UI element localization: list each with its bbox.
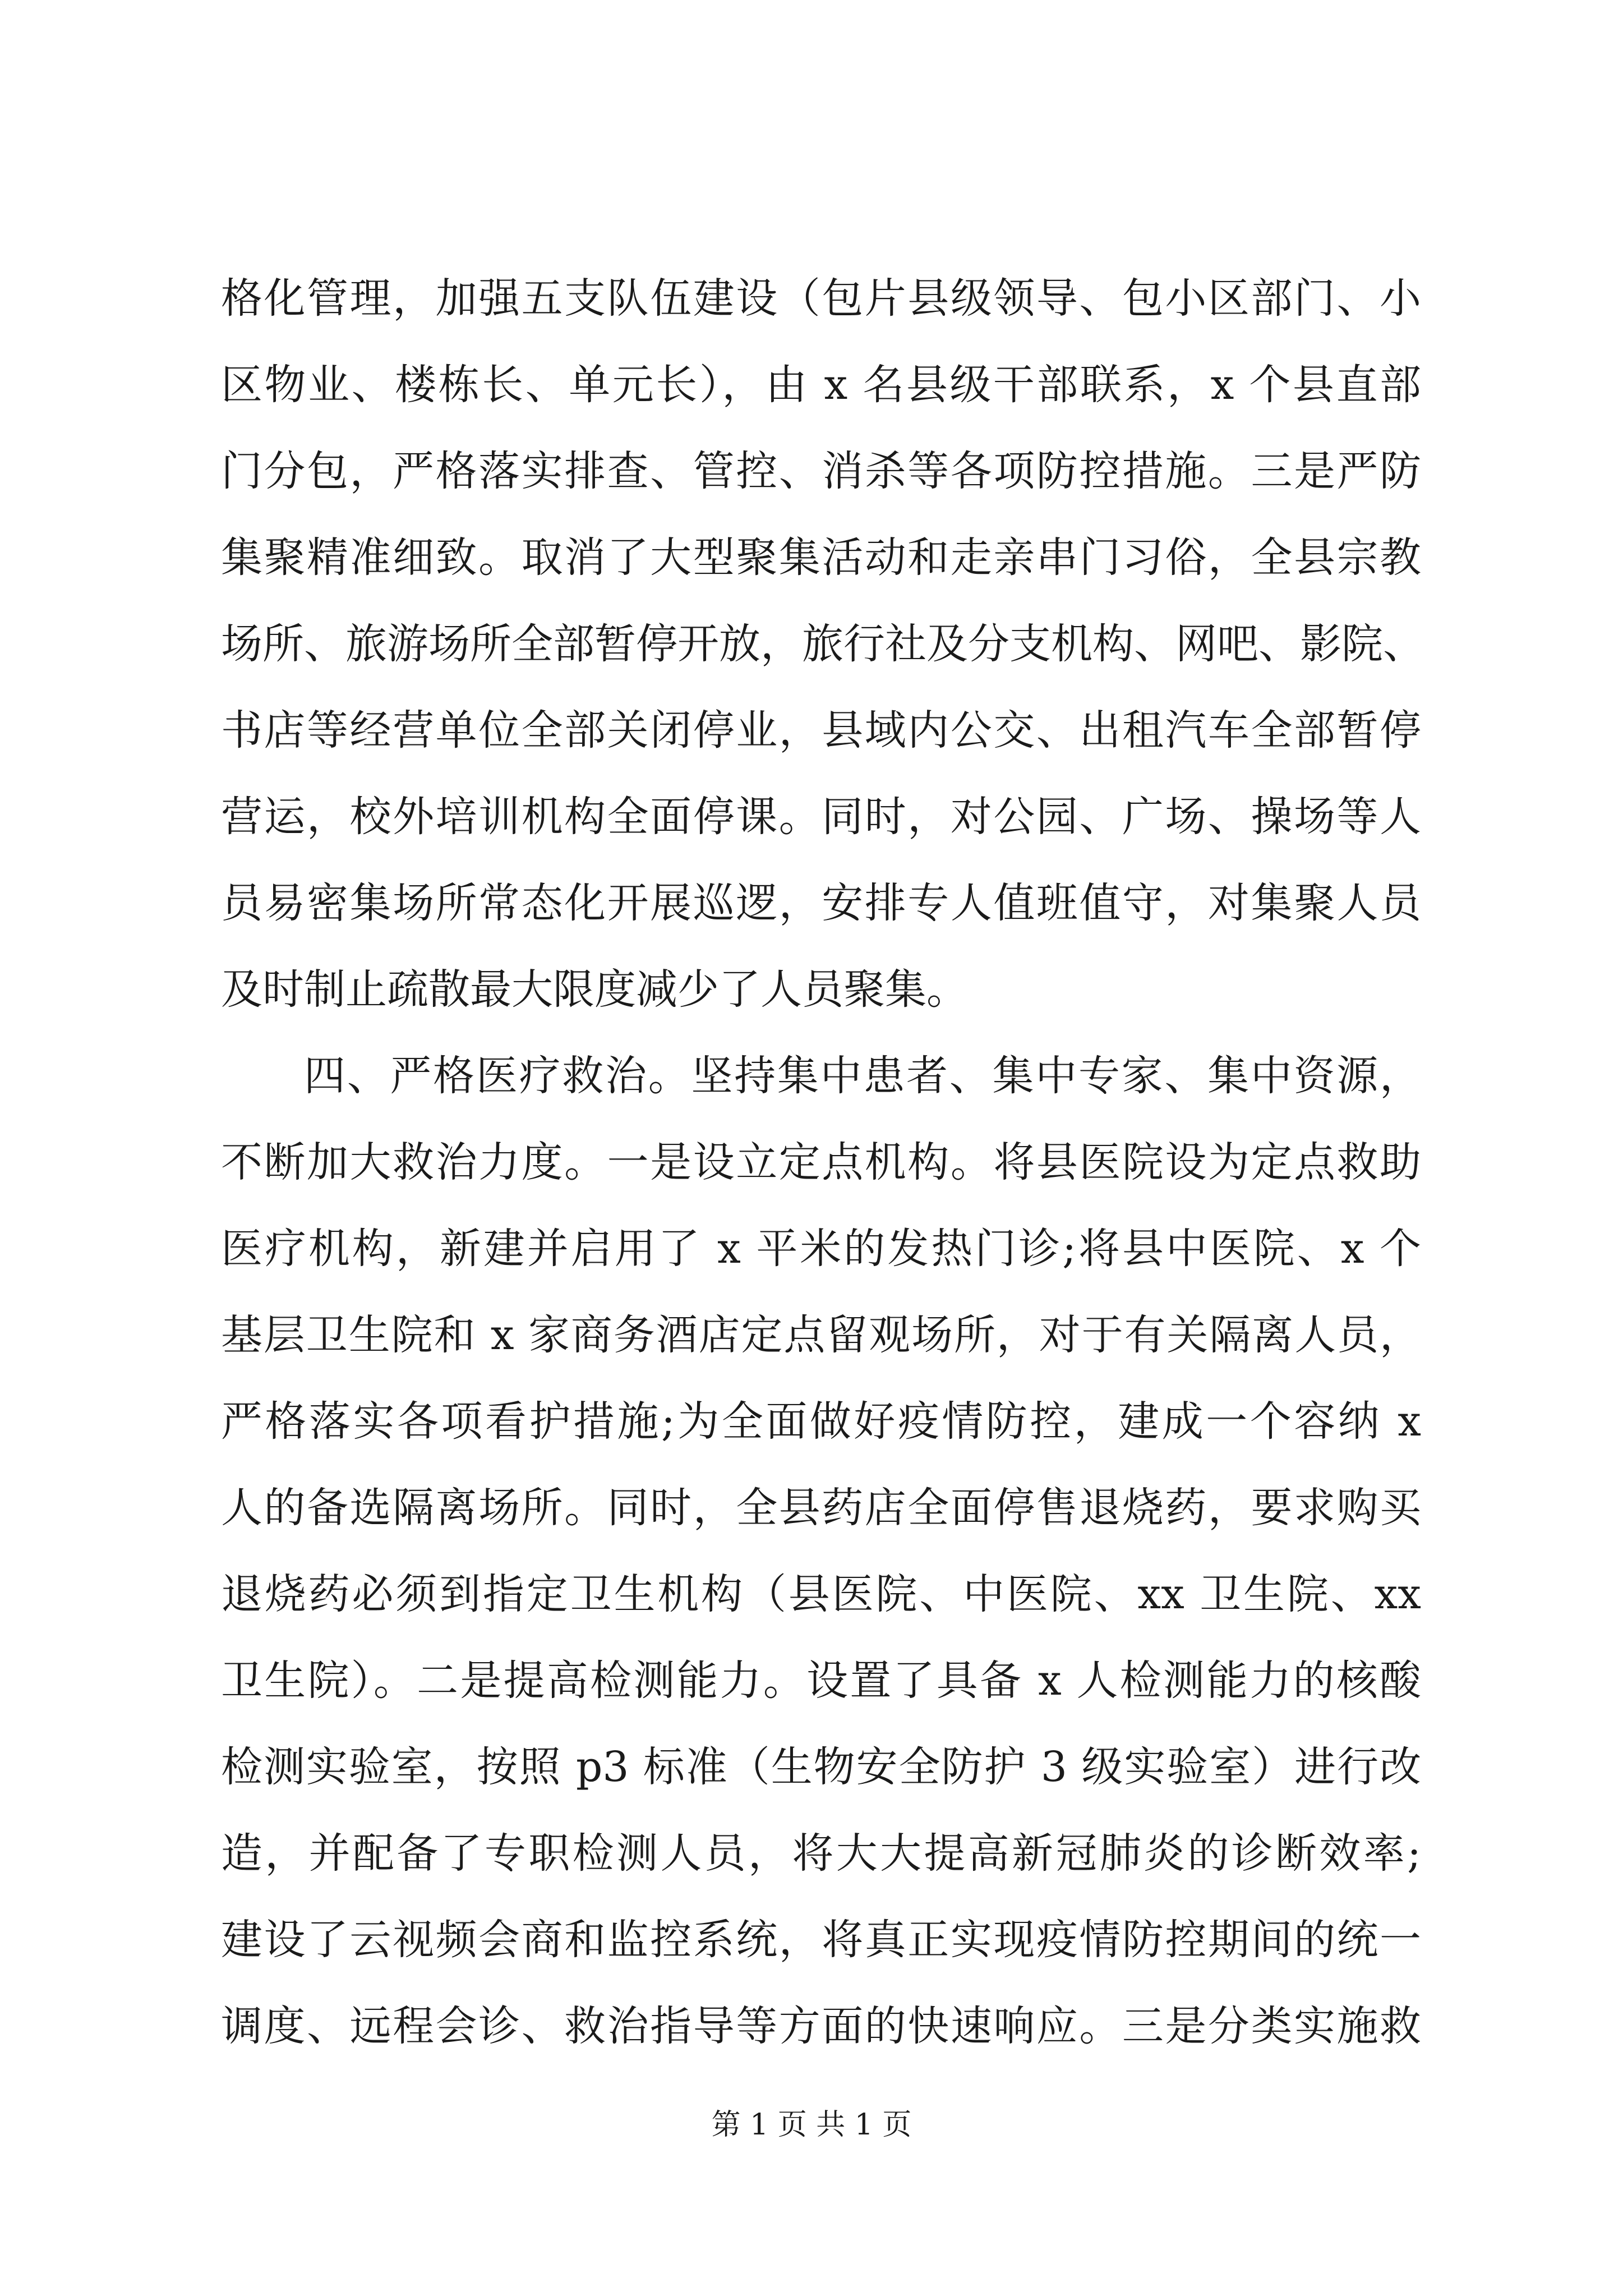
text-line-12: 医疗机构，新建并启用了 x 平米的发热门诊;将县中医院、x 个: [221, 1225, 1421, 1273]
text-line-18: 检测实验室，按照 p3 标准（生物安全防护 3 级实验室）进行改: [221, 1743, 1421, 1791]
text-line-15: 人的备选隔离场所。同时，全县药店全面停售退烧药，要求购买: [221, 1484, 1421, 1532]
text-line-9: 及时制止疏散最大限度减少了人员聚集。: [221, 965, 968, 1014]
text-line-20: 建设了云视频会商和监控系统，将真正实现疫情防控期间的统一: [221, 1916, 1421, 1964]
text-line-19: 造，并配备了专职检测人员，将大大提高新冠肺炎的诊断效率;: [221, 1829, 1421, 1878]
body-text: [221, 255, 1424, 2069]
text-line-7: 营运，校外培训机构全面停课。同时，对公园、广场、操场等人: [221, 793, 1421, 841]
text-line-10: 四、严格医疗救治。坚持集中患者、集中专家、集中资源，: [304, 1052, 1421, 1100]
text-line-14: 严格落实各项看护措施;为全面做好疫情防控，建成一个容纳 x: [221, 1397, 1421, 1446]
text-line-16: 退烧药必须到指定卫生机构（县医院、中医院、xx 卫生院、xx: [221, 1570, 1421, 1618]
text-line-5: 场所、旅游场所全部暂停开放，旅行社及分支机构、网吧、影院、: [221, 620, 1424, 668]
text-line-11: 不断加大救治力度。一是设立定点机构。将县医院设为定点救助: [221, 1138, 1421, 1186]
text-line-8: 员易密集场所常态化开展巡逻，安排专人值班值守，对集聚人员: [221, 879, 1421, 927]
page-number-indicator: 第 1 页 共 1 页: [711, 2108, 912, 2142]
text-line-21: 调度、远程会诊、救治指导等方面的快速响应。三是分类实施救: [221, 2002, 1421, 2050]
text-line-3: 门分包，严格落实排查、管控、消杀等各项防控措施。三是严防: [221, 447, 1421, 495]
text-line-1: 格化管理，加强五支队伍建设（包片县级领导、包小区部门、小: [221, 274, 1421, 323]
text-line-13: 基层卫生院和 x 家商务酒店定点留观场所，对于有关隔离人员，: [221, 1311, 1421, 1359]
text-line-17: 卫生院）。二是提高检测能力。设置了具备 x 人检测能力的核酸: [221, 1657, 1421, 1705]
text-line-4: 集聚精准细致。取消了大型聚集活动和走亲串门习俗，全县宗教: [221, 533, 1421, 582]
page-footer: [0, 2101, 1623, 2143]
text-line-2: 区物业、楼栋长、单元长），由 x 名县级干部联系，x 个县直部: [221, 361, 1421, 409]
text-line-6: 书店等经营单位全部关闭停业，县域内公交、出租汽车全部暂停: [221, 706, 1421, 754]
